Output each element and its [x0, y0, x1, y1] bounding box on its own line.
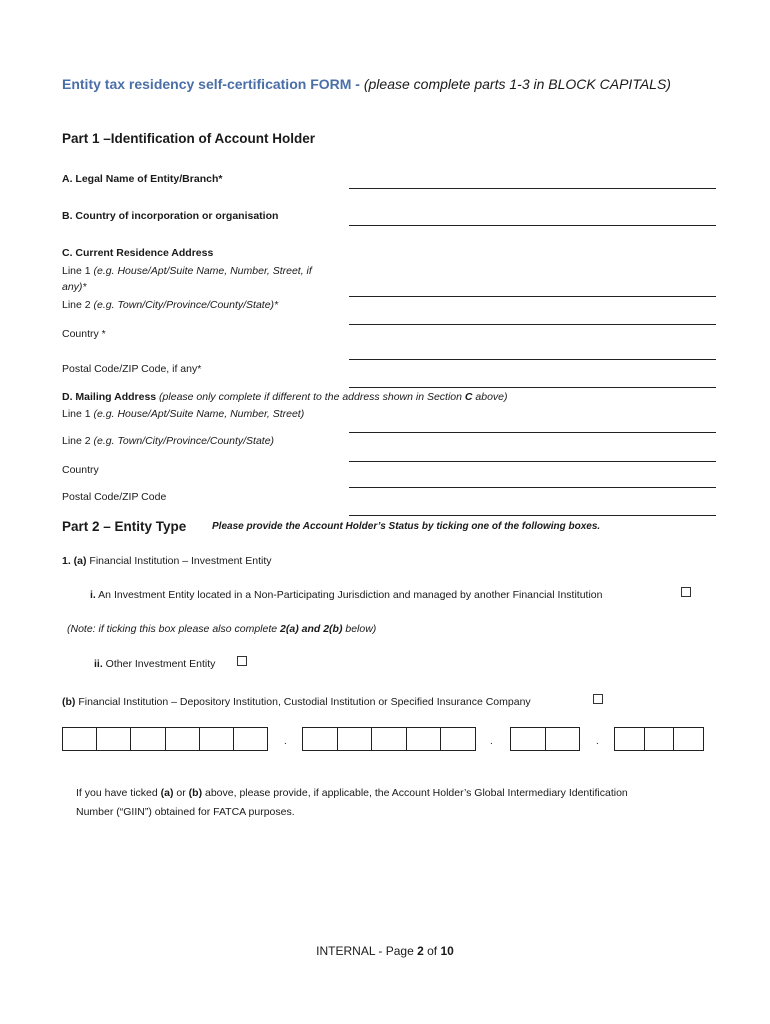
mailing-address-note-end: above): [472, 391, 508, 403]
giin-cell[interactable]: [200, 728, 234, 750]
residence-line2-hint: (e.g. Town/City/Province/County/State)*: [93, 299, 279, 311]
option-ii-text: Other Investment Entity: [102, 658, 216, 670]
giin-instruction: [76, 784, 716, 822]
giin-cell[interactable]: [546, 728, 580, 750]
footer-total-pages: 10: [440, 944, 454, 958]
form-title: [62, 76, 671, 92]
giin-cell[interactable]: [615, 728, 645, 750]
option-b-text: Financial Institution – Depository Institution, Custodial Institution or Specified Insurance Company: [75, 696, 531, 708]
option-ii-number: ii.: [94, 658, 103, 670]
residence-line2-field[interactable]: [349, 324, 716, 325]
residence-country-field[interactable]: [349, 359, 716, 360]
mailing-line1-hint: (e.g. House/Apt/Suite Name, Number, Street): [93, 408, 305, 420]
residence-line1-label: [62, 265, 312, 277]
legal-name-field[interactable]: [349, 188, 716, 189]
giin-cell[interactable]: [166, 728, 200, 750]
giin-cell[interactable]: [674, 728, 703, 750]
footer-prefix: INTERNAL - Page: [316, 944, 418, 958]
giin-cell[interactable]: [441, 728, 475, 750]
q1a-label: [62, 555, 272, 567]
mailing-postal-field[interactable]: [349, 515, 716, 516]
mailing-line2-field[interactable]: [349, 461, 716, 462]
giin-text-1: If you have ticked: [76, 787, 161, 799]
option-i-checkbox[interactable]: [681, 587, 691, 597]
residence-line2-label: [62, 299, 278, 311]
mailing-postal-label: Postal Code/ZIP Code: [62, 491, 167, 503]
mailing-address-note-section: C: [464, 391, 473, 403]
mailing-line2-hint: (e.g. Town/City/Province/County/State): [93, 435, 275, 447]
giin-cell[interactable]: [511, 728, 546, 750]
mailing-line2-prefix: Line 2: [62, 435, 94, 447]
giin-group-4[interactable]: [614, 727, 704, 751]
part2-instruction: Please provide the Account Holder’s Status by ticking one of the following boxes.: [212, 521, 601, 532]
option-b-checkbox[interactable]: [593, 694, 603, 704]
note-prefix: (Note: if ticking this box please also complete: [67, 623, 281, 635]
option-b-number: (b): [62, 696, 76, 708]
page-footer: [0, 944, 770, 958]
giin-group-3[interactable]: [510, 727, 580, 751]
mailing-line1-label: [62, 408, 304, 420]
option-ii-label: [94, 658, 215, 670]
mailing-address-label: [62, 391, 508, 403]
option-i-number: i.: [90, 589, 96, 601]
residence-line1-hint-cont: any)*: [62, 281, 87, 293]
giin-cell[interactable]: [338, 728, 373, 750]
mailing-line2-label: [62, 435, 274, 447]
giin-separator: .: [284, 736, 287, 747]
mailing-country-label: Country: [62, 464, 99, 476]
residence-line1-prefix: Line 1: [62, 265, 94, 277]
option-i-text: An Investment Entity located in a Non-Participating Jurisdiction and managed by another Financial Institution: [95, 589, 603, 601]
residence-line1-field[interactable]: [349, 296, 716, 297]
residence-line2-prefix: Line 2: [62, 299, 94, 311]
giin-text-a: (a): [160, 787, 174, 799]
giin-cell[interactable]: [97, 728, 131, 750]
giin-separator: .: [596, 736, 599, 747]
option-i-label: [90, 589, 602, 601]
giin-text-b: (b): [188, 787, 203, 799]
footer-of: of: [423, 944, 441, 958]
giin-group-2[interactable]: [302, 727, 476, 751]
mailing-address-title: D. Mailing Address: [62, 391, 157, 403]
form-title-main: Entity tax residency self-certification FORM -: [62, 76, 360, 92]
legal-name-label: A. Legal Name of Entity/Branch*: [62, 173, 223, 185]
giin-text-2: above, please provide, if applicable, the Account Holder’s Global Intermediary Identification: [202, 787, 628, 799]
giin-cell[interactable]: [234, 728, 267, 750]
residence-postal-field[interactable]: [349, 387, 716, 388]
mailing-line1-prefix: Line 1: [62, 408, 94, 420]
giin-separator: .: [490, 736, 493, 747]
option-b-label: [62, 696, 531, 708]
giin-text-3: Number (“GIIN”) obtained for FATCA purposes.: [76, 806, 295, 818]
mailing-address-note: (please only complete if different to the address shown in Section: [156, 391, 465, 403]
part2-heading: Part 2 – Entity Type: [62, 519, 187, 534]
q1a-number: 1. (a): [62, 555, 87, 567]
country-incorporation-label: B. Country of incorporation or organisation: [62, 210, 279, 222]
giin-group-1[interactable]: [62, 727, 268, 751]
option-ii-checkbox[interactable]: [237, 656, 247, 666]
country-incorporation-field[interactable]: [349, 225, 716, 226]
residence-address-label: C. Current Residence Address: [62, 247, 214, 259]
mailing-country-field[interactable]: [349, 487, 716, 488]
giin-cell[interactable]: [131, 728, 165, 750]
giin-cell[interactable]: [372, 728, 407, 750]
residence-postal-label: Postal Code/ZIP Code, if any*: [62, 363, 202, 375]
note-suffix: below): [342, 623, 377, 635]
form-title-instruction: (please complete parts 1-3 in BLOCK CAPITALS): [363, 76, 671, 92]
option-i-note: [67, 623, 376, 635]
residence-country-label: Country *: [62, 328, 106, 340]
giin-cell[interactable]: [407, 728, 442, 750]
giin-cell[interactable]: [303, 728, 338, 750]
note-bold: 2(a) and 2(b): [280, 623, 343, 635]
part1-heading: Part 1 –Identification of Account Holder: [62, 131, 316, 146]
footer-page-number: 2: [417, 944, 424, 958]
giin-text-or: or: [173, 787, 189, 799]
mailing-line1-field[interactable]: [349, 432, 716, 433]
giin-cell[interactable]: [63, 728, 97, 750]
residence-line1-hint: (e.g. House/Apt/Suite Name, Number, Street, if: [93, 265, 312, 277]
q1a-text: Financial Institution – Investment Entity: [86, 555, 272, 567]
giin-cell[interactable]: [645, 728, 675, 750]
